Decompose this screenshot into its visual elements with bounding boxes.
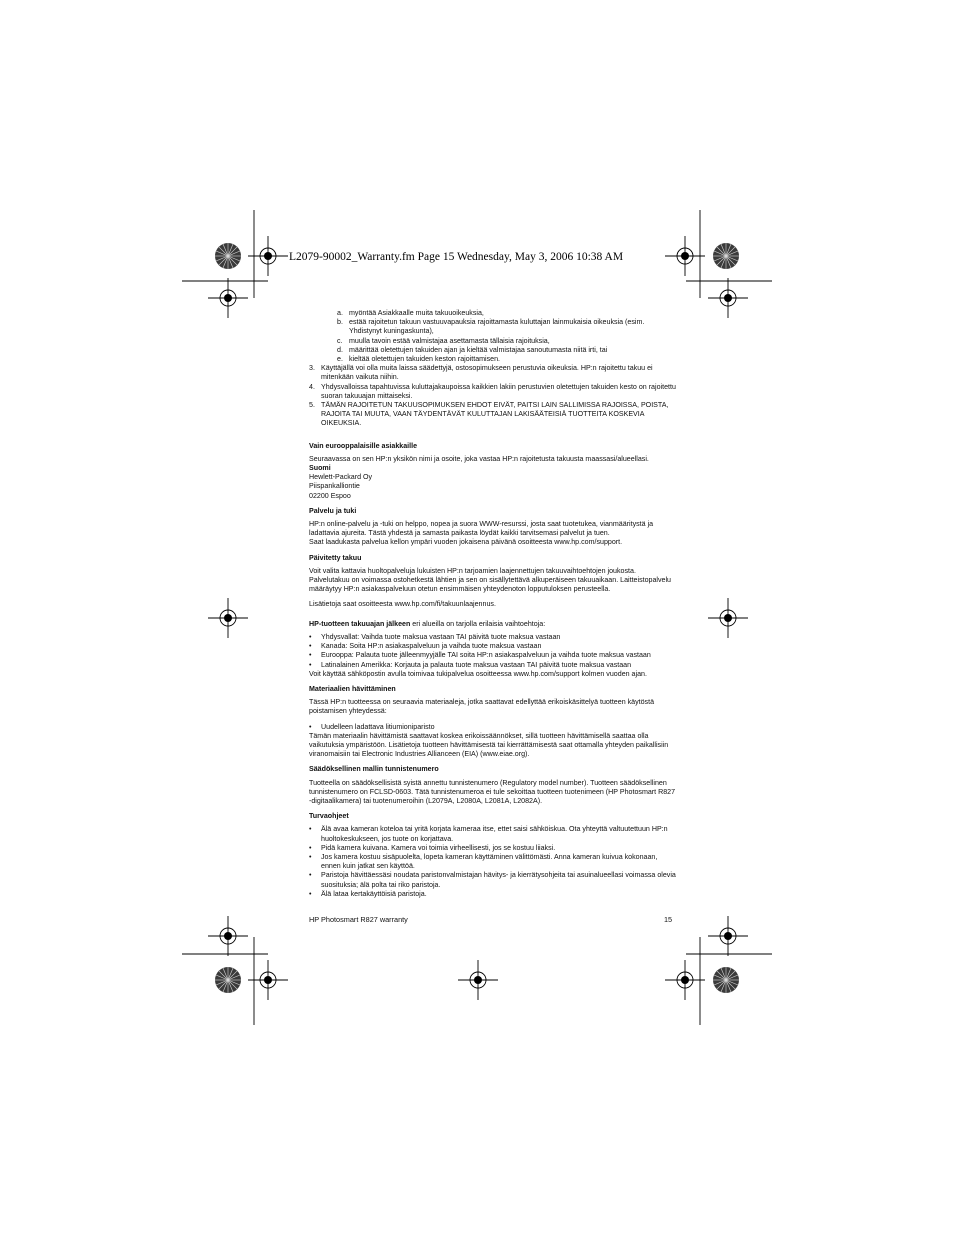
footer-product-name: HP Photosmart R827 warranty [309,915,408,924]
list-item: 4. Yhdysvalloissa tapahtuvissa kuluttajakaupoissa kaikkien lakiin perustuvien oletettujen takuiden kesto on rajoitettu suoran takuuajan mittaiseksi. [309,382,676,400]
list-item: • Eurooppa: Palauta tuote jälleenmyyjälle TAI soita HP:n asiakaspalveluun ja vaihda tuote maksua vastaan [309,651,651,660]
page-number: 15 [664,915,673,924]
list-item: a. myöntää Asiakkaalle muita takuuoikeuksia, [337,309,484,317]
list-item: • Älä lataa kertakäyttöisiä paristoja. [309,889,427,898]
upgrade-more: Lisätietoja saat osoitteesta www.hp.com/fi/takuunlaajennus. [309,600,496,609]
list-item: • Latinalainen Amerikka: Korjauta ja palauta tuote maksua vastaan TAI päivitä tuote maksua vastaan [309,660,632,669]
support-text: HP:n online-palvelu ja -tuki on helppo, nopea ja suora WWW-resurssi, josta saat tuotetukea, vianmääritystä ja ladattavia ajureita. Tästä yhdestä ja samasta paikasta löydät kaikki tarvitsemasi palvelut ja tuen. [309,520,654,538]
section-heading-safety: Turvaohjeet [309,812,349,821]
disposal-list [309,723,677,732]
list-item: • Yhdysvallat: Vaihda tuote maksua vastaan TAI päivitä tuote maksua vastaan [309,632,561,641]
restriction-sublist [309,309,677,364]
list-item: c. muulla tavoin estää valmistajaa asettamasta tällaisia rajoituksia, [337,336,550,345]
section-heading-regulatory: Säädöksellinen mallin tunnistenumero [309,765,439,774]
address-line: 02200 Espoo [309,491,351,500]
country-name: Suomi [309,464,331,473]
after-tail: Voit käyttää sähköpostin avulla toimivaa tukipalvelua osoitteessa www.hp.com/support kolmen vuoden ajan. [309,669,647,678]
section-heading-upgrade: Päivitetty takuu [309,553,362,562]
upgrade-text: Voit valita kattavia huoltopalveluja lukuisten HP:n tarjoamien laajennettujen takuuvaihtoehtojen joukosta. Palvelutakuu on voimassa ostohetkestä lähtien ja sen on sisällytettävä alkuperäiseen takuuaikaan. Laitteistopalvelu määräytyy HP:n asiakaspalveluun otetun ensimmäisen yhteydenoton lopputuloksen perusteella. [309,566,672,594]
list-item: • Kanada: Soita HP:n asiakaspalveluun ja vaihda tuote maksua vastaan [309,642,542,651]
list-item: d. määrittää oletettujen takuiden ajan ja kieltää valmistajaa sanoutumasta niitä irti, tai [337,345,608,354]
list-item: • Paristoja hävittäessäsi noudata paristonvalmistajan hävitys- ja kierrätysohjeita tai asuinalueellasi voimassa olevia suosituksia; älä polta tai riko paristoja. [309,871,676,889]
eu-intro: Seuraavassa on sen HP:n yksikön nimi ja osoite, joka vastaa HP:n rajoitetusta takuusta maassasi/alueellasi. [309,454,649,463]
list-item: • Uudelleen ladattava litiumioniparisto [309,722,435,731]
disposal-intro: Tässä HP:n tuotteessa on seuraavia materiaaleja, jotka saattavat edellyttää erikoiskäsittelyä tuotteen käytöstä poistamisen yhteydessä: [309,698,655,716]
list-item: b. estää rajoitetun takuun vastuuvapauksia rajoittamasta kuluttajan lainmukaisia oikeuksia (esim. Yhdistynyt kuningaskunta), [337,318,645,336]
address-line: Hewlett-Packard Oy [309,473,373,482]
file-header: L2079-90002_Warranty.fm Page 15 Wednesday, May 3, 2006 10:38 AM [289,251,624,263]
list-item: 3. Käyttäjällä voi olla muita laissa säädettyjä, ostosopimukseen perustuvia oikeuksia. HP:n rajoitettu takuu ei mitenkään vaikuta niihin. [309,364,653,382]
list-item: • Jos kamera kostuu sisäpuolelta, lopeta kameran käyttäminen välittömästi. Anna kameran kuivua kokonaan, ennen kuin jatkat sen käyttöä. [309,852,658,871]
list-item: 5. TÄMÄN RAJOITETUN TAKUUSOPIMUKSEN EHDOT EIVÄT, PAITSI LAIN SALLIMISSA RAJOISSA, POISTA, RAJOITA TAI MUUTA, VAAN TÄYDENTÄVÄT KULUTTAJAN LAKISÄÄTEISIÄ TUOTTEITA KOSKEVIA OIKEUKSIA. [309,401,669,428]
after-warranty-list [309,633,677,670]
safety-list [309,825,677,899]
list-item: • Älä avaa kameran koteloa tai yritä korjata kameraa itse, ettet saisi sähköiskua. Ota yhteyttä valtuutettuun HP:n huoltokeskukseen, jos tuote on korjattava. [309,825,668,843]
section-heading-after: HP-tuotteen takuuajan jälkeen eri alueilla on tarjolla erilaisia vaihtoehtoja: [309,619,546,628]
list-item: • Pidä kamera kuivana. Kamera voi toimia virheellisesti, jos se kostuu liiaksi. [309,843,556,852]
section-heading-disposal: Materiaalien hävittäminen [309,684,396,693]
support-text: Saat laadukasta palvelua kellon ympäri vuoden jokaisena päivänä osoitteesta www.hp.com/support. [309,538,623,547]
disposal-text: Tämän materiaalin hävittämistä saattavat koskea erikoissäännökset, sillä tuotteen hävittämisellä saattaa olla vaikutuksia ympäristöön. Lisätietoja tuotteen hävittämisestä tai kierrättämisestä saat ottamalla yhteyden paikallisiin viranomaisiin tai Electronic Industries Allianceen (EIA) (www.eiae.org). [309,731,669,759]
section-heading-support: Palvelu ja tuki [309,506,357,515]
section-heading-eu: Vain eurooppalaisille asiakkaille [309,441,418,450]
regulatory-text: Tuotteella on säädöksellisistä syistä annettu tunnistenumero (Regulatory model number). Tuotteen säädöksellinen tunnistenumero on FCLSD-0603. Tätä tunnistenumeroa ei tule sekoittaa tuotteen tuotenimeen (HP Photosmart R827 -digitaalikamera) tai tuotenumeroihin (L2079A, L2080A, L2081A, L2082A). [309,778,676,805]
list-item: e. kieltää oletettujen takuiden keston rajoittamisen. [337,355,501,364]
page-content [309,309,677,899]
address-line: Piispankalliontie [309,482,360,491]
numbered-list [309,364,677,428]
